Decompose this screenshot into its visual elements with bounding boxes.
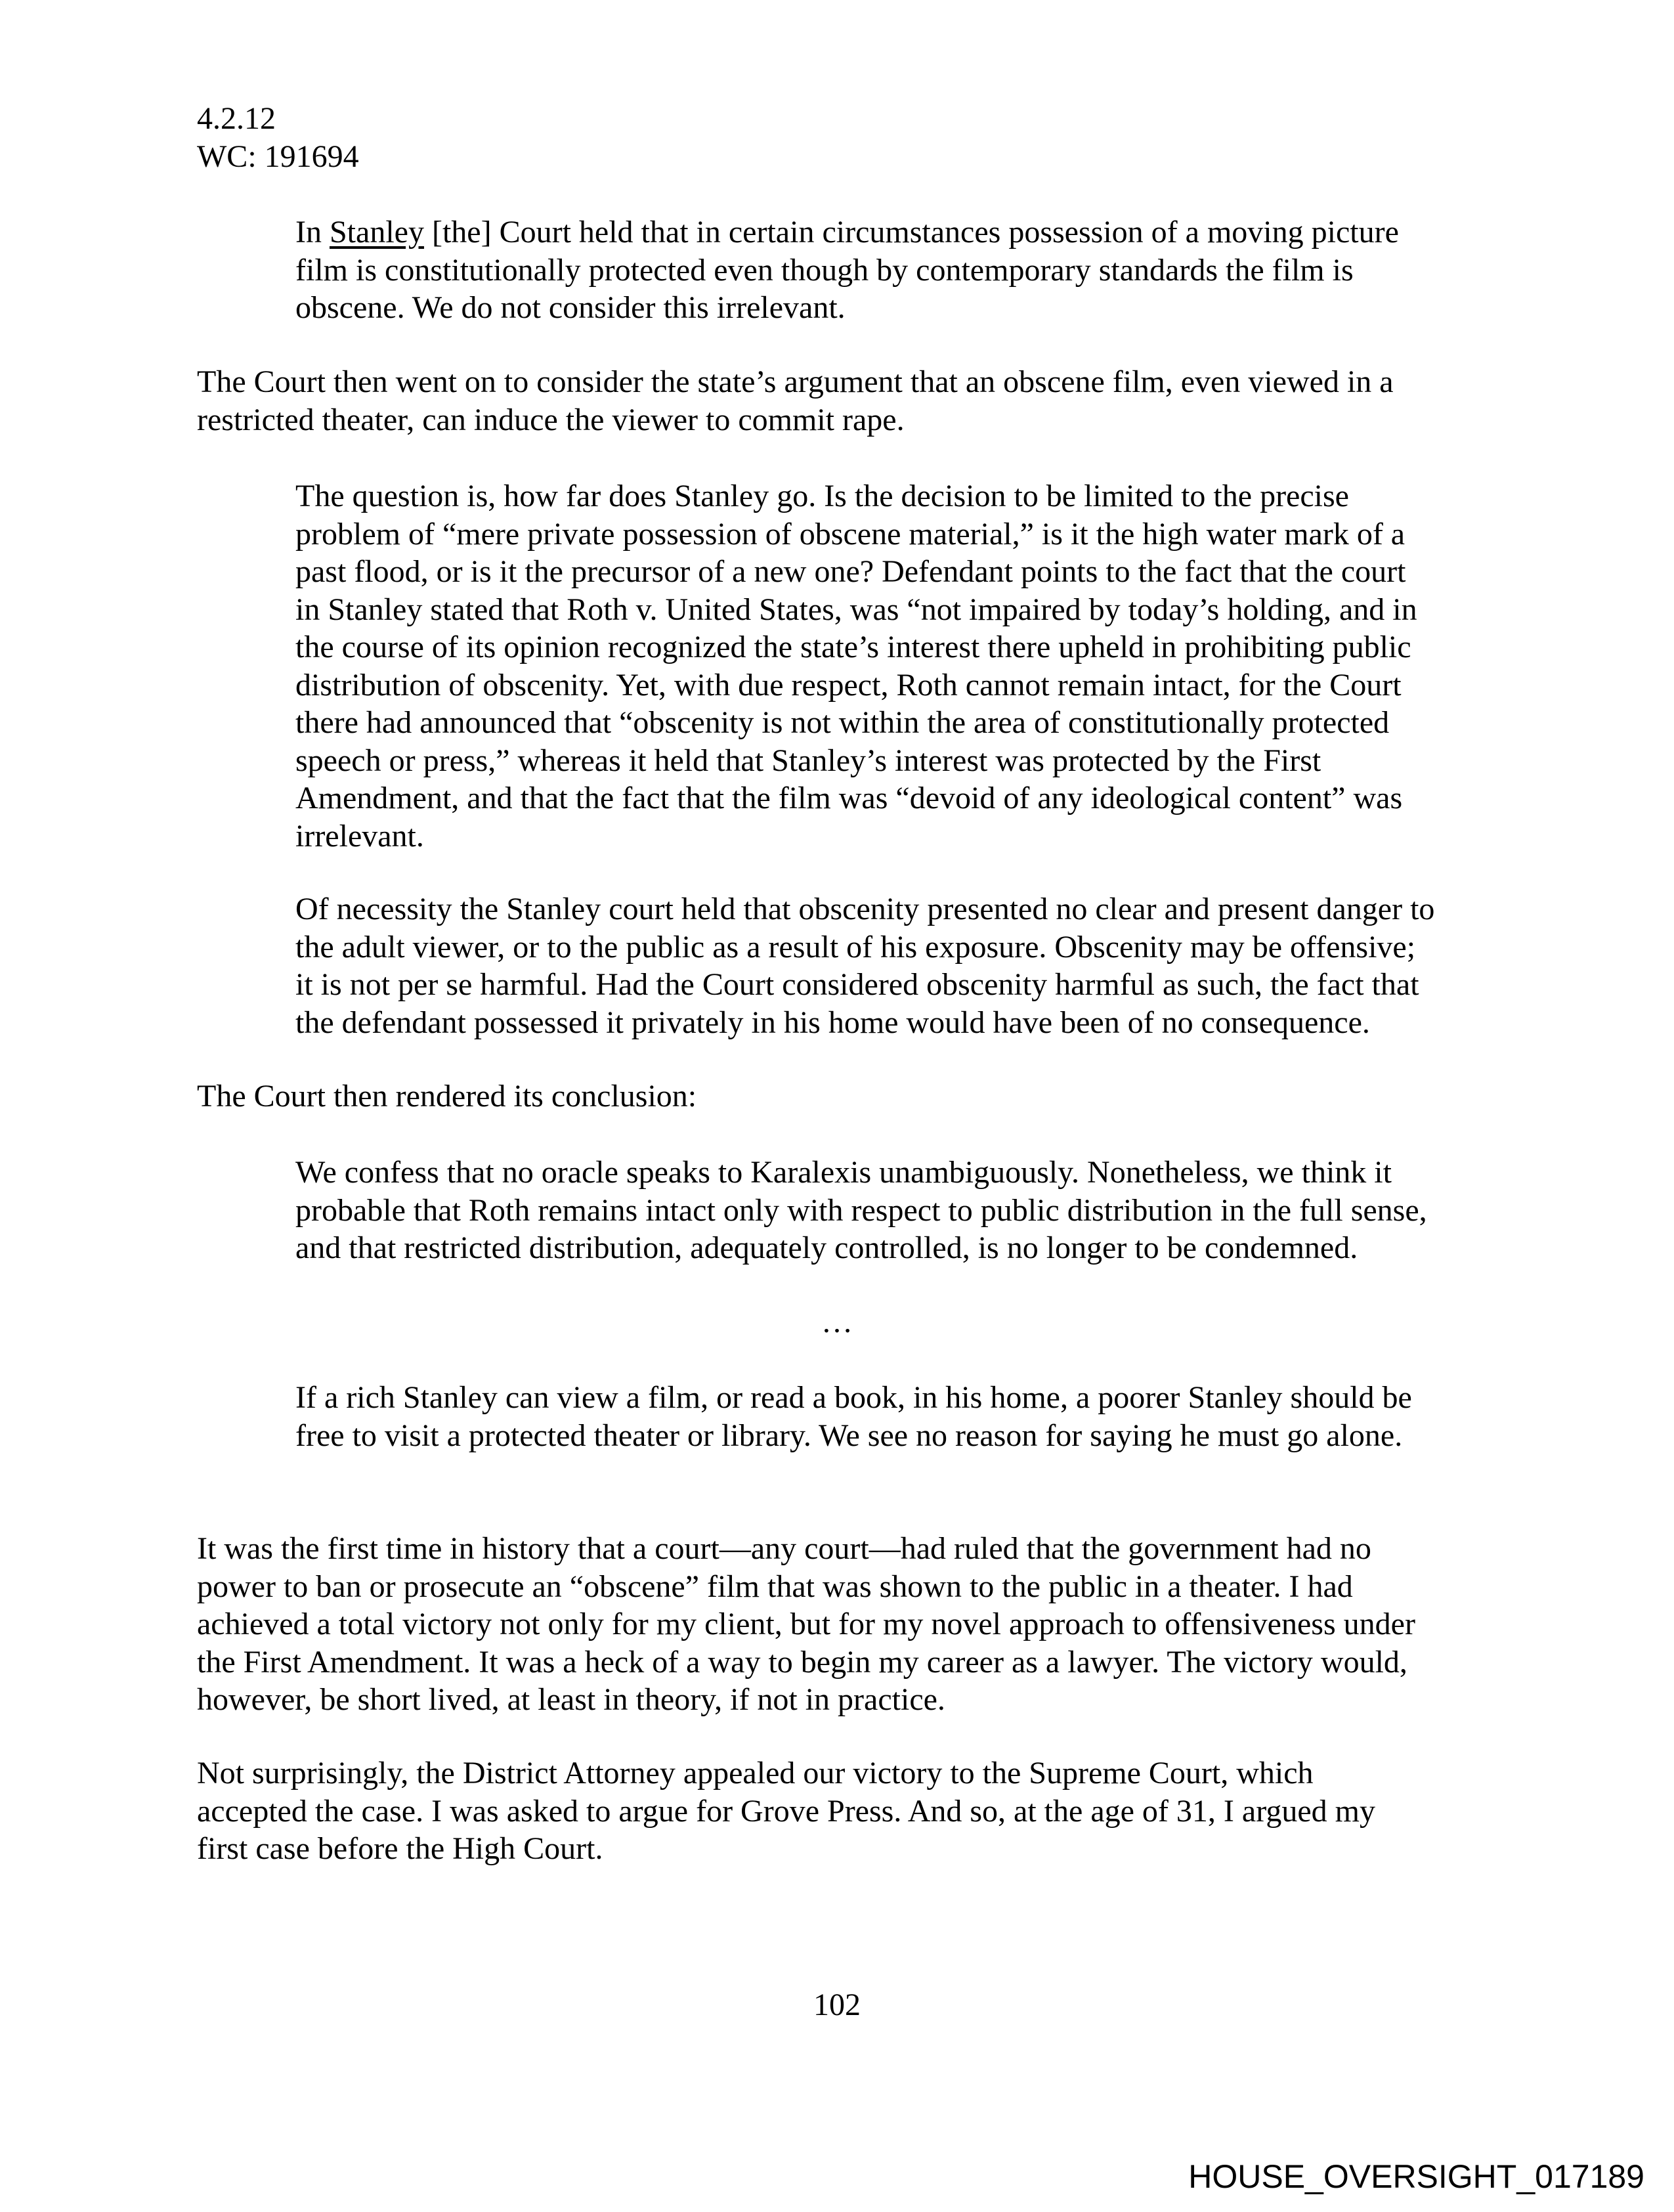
quote-paragraph-6 <box>295 1154 1427 1267</box>
paragraph-2 <box>197 363 1394 439</box>
text: In <box>295 215 330 249</box>
text-line: however, be short lived, at least in theory, if not in practice. <box>197 1682 945 1717</box>
text-line: and that restricted distribution, adequately controlled, is no longer to be condemned. <box>295 1230 1358 1265</box>
paragraph-5 <box>197 1077 697 1116</box>
text-line: the adult viewer, or to the public as a result of his exposure. Obscenity may be offensive; <box>295 929 1416 965</box>
text-line: We confess that no oracle speaks to Karalexis unambiguously. Nonetheless, we think it <box>295 1155 1392 1190</box>
quote-line: obscene. We do not consider this irrelevant. <box>295 290 846 325</box>
text-line: irrelevant. <box>295 818 424 854</box>
text-line: it is not per se harmful. Had the Court considered obscenity harmful as such, the fact that <box>295 967 1419 1002</box>
quote-paragraph-3 <box>295 477 1417 855</box>
case-name-underlined: Stanley <box>329 215 424 249</box>
paragraph-9 <box>197 1754 1375 1868</box>
text-line: Amendment, and that the fact that the film was “devoid of any ideological content” was <box>295 781 1403 815</box>
quote-paragraph-4 <box>295 890 1434 1041</box>
text-line: free to visit a protected theater or library. We see no reason for saying he must go alone. <box>295 1418 1403 1453</box>
text-line: accepted the case. I was asked to argue for Grove Press. And so, at the age of 31, I argued my <box>197 1793 1375 1829</box>
text: [the] Court held that in certain circumstances possession of a moving picture <box>423 215 1399 249</box>
quote-paragraph-1 <box>295 213 1399 327</box>
paragraph-8 <box>197 1530 1415 1719</box>
text-line: distribution of obscenity. Yet, with due respect, Roth cannot remain intact, for the Court <box>295 667 1402 703</box>
text-line: If a rich Stanley can view a film, or read a book, in his home, a poorer Stanley should be <box>295 1380 1412 1415</box>
text-line: It was the first time in history that a court—any court—had ruled that the government had no <box>197 1531 1371 1566</box>
bates-stamp: HOUSE_OVERSIGHT_017189 <box>1188 2158 1644 2195</box>
text-line: achieved a total victory not only for my client, but for my novel approach to offensiveness under <box>197 1607 1415 1641</box>
quote-line: film is constitutionally protected even though by contemporary standards the film is <box>295 252 1354 288</box>
text-line: the course of its opinion recognized the state’s interest there upheld in prohibiting public <box>295 630 1411 664</box>
text-line: power to ban or prosecute an “obscene” film that was shown to the public in a theater. I had <box>197 1569 1353 1604</box>
text-line: The Court then rendered its conclusion: <box>197 1079 697 1114</box>
text-line: Not surprisingly, the District Attorney appealed our victory to the Supreme Court, which <box>197 1756 1314 1790</box>
text-line: the defendant possessed it privately in his home would have been of no consequence. <box>295 1005 1370 1040</box>
text-line: The Court then went on to consider the state’s argument that an obscene film, even viewed in a <box>197 364 1394 399</box>
text-line: there had announced that “obscenity is not within the area of constitutionally protected <box>295 705 1390 740</box>
text-line: probable that Roth remains intact only with respect to public distribution in the full sense, <box>295 1192 1427 1228</box>
text-line: The question is, how far does Stanley go. Is the decision to be limited to the precise <box>295 479 1349 513</box>
quote-line <box>295 213 1399 251</box>
text-line: restricted theater, can induce the viewer to commit rape. <box>197 402 905 437</box>
text-line: in Stanley stated that Roth v. United States, was “not impaired by today’s holding, and in <box>295 592 1417 627</box>
page-number: 102 <box>813 1987 861 2022</box>
text-line: the First Amendment. It was a heck of a way to begin my career as a lawyer. The victory would, <box>197 1644 1407 1680</box>
ellipsis: … <box>821 1305 853 1339</box>
header-word-count: WC: 191694 <box>197 139 359 174</box>
text-line: past flood, or is it the precursor of a new one? Defendant points to the fact that the court <box>295 554 1406 589</box>
text-line: speech or press,” whereas it held that Stanley’s interest was protected by the First <box>295 743 1321 778</box>
header-date: 4.2.12 <box>197 101 276 136</box>
text-line: Of necessity the Stanley court held that obscenity presented no clear and present danger to <box>295 892 1435 926</box>
text-line: problem of “mere private possession of obscene material,” is it the high water mark of a <box>295 516 1406 552</box>
text-line: first case before the High Court. <box>197 1831 603 1866</box>
quote-paragraph-7 <box>295 1379 1412 1454</box>
document-header <box>197 100 359 175</box>
